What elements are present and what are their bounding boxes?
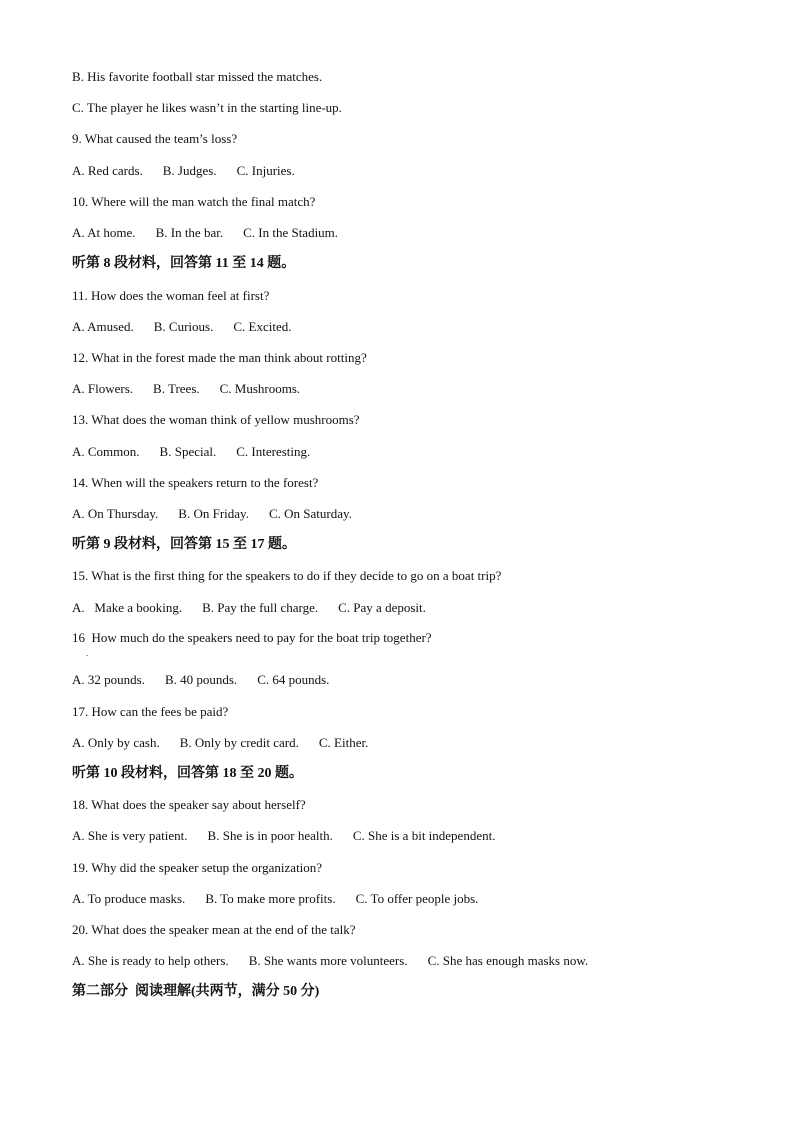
q16-option-a: A. 32 pounds. [72, 672, 145, 687]
question-11-options [72, 319, 291, 335]
q15-option-c: C. Pay a deposit. [338, 600, 426, 615]
q11-option-a: A. Amused. [72, 319, 134, 334]
question-20-options [72, 953, 588, 969]
question-18: 18. What does the speaker say about herself? [72, 797, 306, 812]
q20-option-b: B. She wants more volunteers. [248, 953, 408, 968]
section-heading-9: 听第 9 段材料，回答第 15 至 17 题。 [72, 537, 296, 552]
q12-option-c: C. Mushrooms. [219, 381, 301, 396]
question-15-options [72, 600, 426, 616]
q16-stray-dot: . [86, 649, 88, 658]
question-15: 15. What is the first thing for the speakers to do if they decide to go on a boat trip? [72, 568, 502, 583]
q10-option-c: C. In the Stadium. [243, 225, 339, 240]
q15-option-b: B. Pay the full charge. [202, 600, 319, 615]
question-13: 13. What does the woman think of yellow mushrooms? [72, 412, 360, 427]
question-19: 19. Why did the speaker setup the organization? [72, 860, 323, 875]
q18-option-b: B. She is in poor health. [207, 828, 333, 843]
q11-option-c: C. Excited. [233, 319, 292, 334]
question-12-options [72, 381, 300, 397]
q10-option-a: A. At home. [72, 225, 136, 240]
question-10: 10. Where will the man watch the final match? [72, 194, 316, 209]
q18-option-a: A. She is very patient. [72, 828, 188, 843]
q9-option-c: C. Injuries. [236, 163, 295, 178]
question-9-options [72, 163, 295, 179]
q12-option-b: B. Trees. [153, 381, 200, 396]
q18-option-c: C. She is a bit independent. [352, 828, 496, 843]
q13-option-c: C. Interesting. [236, 444, 311, 459]
q16-option-b: B. 40 pounds. [164, 672, 238, 687]
q20-option-a: A. She is ready to help others. [72, 953, 229, 968]
question-12: 12. What in the forest made the man think about rotting? [72, 350, 367, 365]
q8-option-b: B. His favorite football star missed the matches. [72, 69, 323, 84]
question-10-options [72, 225, 338, 241]
q17-option-a: A. Only by cash. [72, 735, 160, 750]
q11-option-b: B. Curious. [153, 319, 214, 334]
q17-option-c: C. Either. [318, 735, 369, 750]
question-14-options [72, 506, 352, 522]
section-heading-8: 听第 8 段材料，回答第 11 至 14 题。 [72, 256, 296, 271]
q15-option-a: A. Make a booking. [72, 600, 183, 615]
question-11: 11. How does the woman feel at first? [72, 288, 270, 303]
q12-option-a: A. Flowers. [72, 381, 134, 396]
q13-option-b: B. Special. [159, 444, 217, 459]
q14-option-b: B. On Friday. [178, 506, 249, 521]
part-two-heading: 第二部分 阅读理解(共两节，满分 50 分) [72, 984, 320, 999]
q20-option-c: C. She has enough masks now. [427, 953, 589, 968]
q14-option-c: C. On Saturday. [268, 506, 352, 521]
q9-option-b: B. Judges. [162, 163, 217, 178]
question-14: 14. When will the speakers return to the forest? [72, 475, 319, 490]
q13-option-a: A. Common. [72, 444, 140, 459]
q8-option-c: C. The player he likes wasn’t in the starting line-up. [72, 100, 342, 115]
question-17: 17. How can the fees be paid? [72, 704, 229, 719]
question-17-options [72, 735, 368, 751]
question-16-options [72, 672, 329, 688]
q17-option-b: B. Only by credit card. [179, 735, 299, 750]
q9-option-a: A. Red cards. [72, 163, 143, 178]
q19-option-b: B. To make more profits. [205, 891, 336, 906]
question-13-options [72, 444, 310, 460]
question-16: 16 How much do the speakers need to pay for the boat trip together? [72, 630, 432, 645]
q19-option-a: A. To produce masks. [72, 891, 186, 906]
question-18-options [72, 828, 495, 844]
q10-option-b: B. In the bar. [155, 225, 224, 240]
question-20: 20. What does the speaker mean at the end of the talk? [72, 922, 356, 937]
q19-option-c: C. To offer people jobs. [355, 891, 479, 906]
q14-option-a: A. On Thursday. [72, 506, 159, 521]
question-19-options [72, 891, 478, 907]
q16-option-c: C. 64 pounds. [257, 672, 330, 687]
section-heading-10: 听第 10 段材料，回答第 18 至 20 题。 [72, 766, 303, 781]
question-9: 9. What caused the team’s loss? [72, 131, 238, 146]
